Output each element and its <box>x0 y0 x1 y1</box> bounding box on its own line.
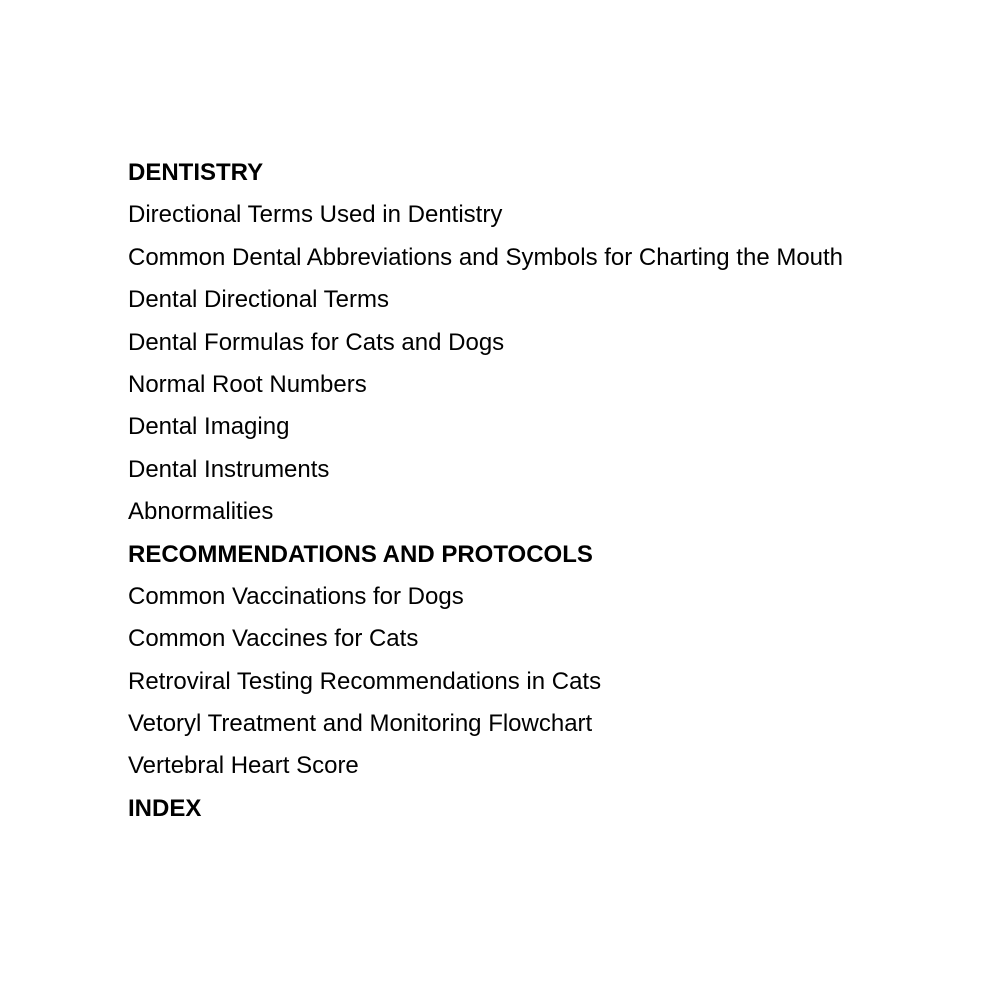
toc-entry: Common Dental Abbreviations and Symbols for Charting the Mouth <box>128 243 844 271</box>
toc-entry: Dental Instruments <box>128 455 330 483</box>
toc-entry: Common Vaccines for Cats <box>128 625 419 653</box>
toc-entry: Common Vaccinations for Dogs <box>128 582 464 610</box>
toc-entry: Dental Imaging <box>128 413 290 441</box>
toc-entry: Dental Directional Terms <box>128 286 389 314</box>
toc-entry: Vetoryl Treatment and Monitoring Flowchart <box>128 710 593 738</box>
section-heading-recommendations: RECOMMENDATIONS AND PROTOCOLS <box>128 540 593 568</box>
toc-entry: Retroviral Testing Recommendations in Cats <box>128 667 602 695</box>
table-of-contents <box>128 152 978 830</box>
toc-entry: Abnormalities <box>128 498 274 526</box>
toc-entry: Dental Formulas for Cats and Dogs <box>128 328 505 356</box>
section-heading-dentistry: DENTISTRY <box>128 159 264 186</box>
section-heading-index: INDEX <box>128 794 202 822</box>
toc-entry: Vertebral Heart Score <box>128 752 359 780</box>
toc-entry: Normal Root Numbers <box>128 370 367 398</box>
toc-entry: Directional Terms Used in Dentistry <box>128 201 503 229</box>
